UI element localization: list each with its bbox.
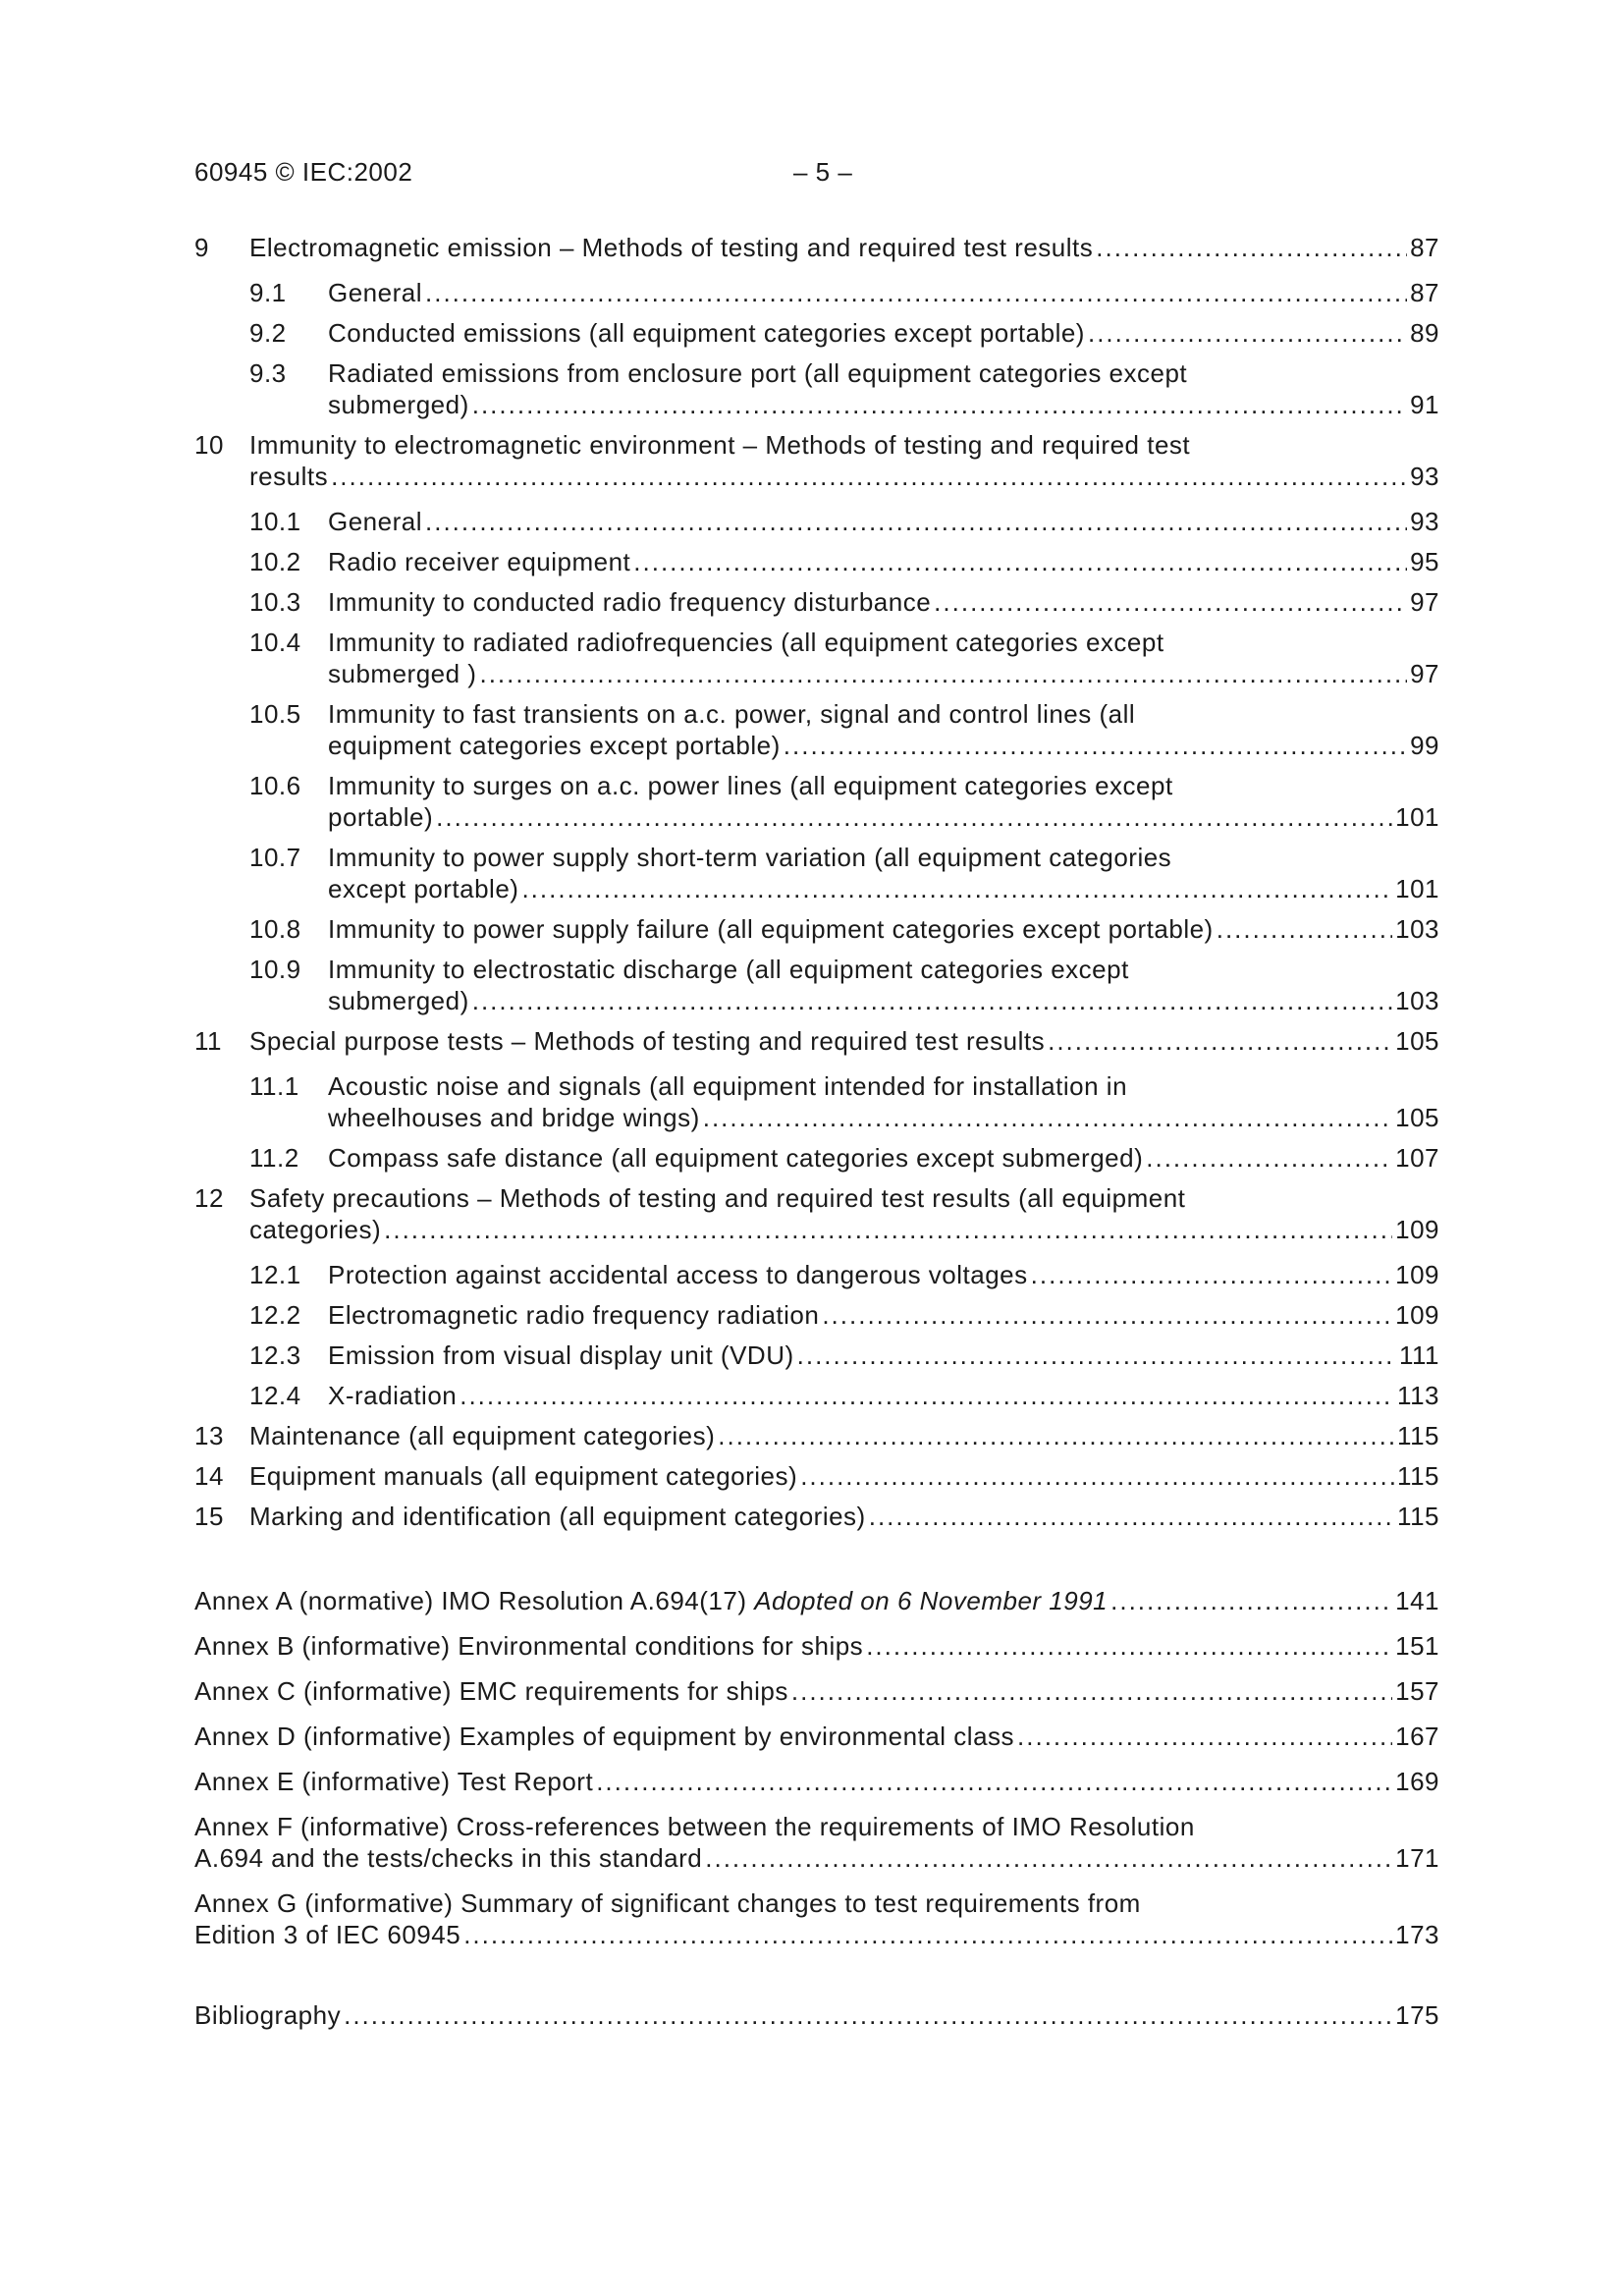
dot-leader <box>633 546 1407 577</box>
entry-title <box>194 1025 1439 1057</box>
dot-leader <box>705 1842 1392 1874</box>
title-line: Immunity to electromagnetic environment – Methods of testing and required test <box>249 430 1191 460</box>
entry-title <box>194 586 1439 618</box>
toc-entry[interactable] <box>194 586 1439 618</box>
page-ref: 167 <box>1395 1722 1439 1751</box>
section-number: 10.1 <box>249 507 301 536</box>
title-last-line <box>249 1214 1439 1245</box>
title-line: Immunity to electrostatic discharge (all equipment categories except <box>328 955 1129 984</box>
toc-entry[interactable] <box>194 698 1439 761</box>
title-text <box>328 277 422 308</box>
title-text-part: wheelhouses and bridge wings) <box>328 1103 700 1132</box>
title-text <box>328 658 476 689</box>
toc-entry[interactable] <box>194 317 1439 349</box>
annex-entry[interactable] <box>194 1585 1439 1616</box>
annex-entry[interactable] <box>194 1721 1439 1752</box>
title-text-part: Annex E (informative) Test Report <box>194 1767 594 1796</box>
title-text <box>194 1766 593 1797</box>
title-text <box>328 317 1085 349</box>
entry-title <box>194 1182 1439 1245</box>
dot-leader <box>463 1919 1392 1950</box>
title-last-line <box>249 1460 1439 1492</box>
toc-entry[interactable] <box>194 1025 1439 1057</box>
title-last-line <box>328 1142 1439 1174</box>
annex-entry[interactable] <box>194 1630 1439 1662</box>
toc-entry[interactable] <box>194 1501 1439 1532</box>
section-number: 11.1 <box>249 1071 299 1101</box>
section-number: 10.8 <box>249 914 301 944</box>
section-number: 12.2 <box>249 1300 301 1330</box>
bibliography-entry[interactable] <box>194 1999 1439 2031</box>
page-ref: 97 <box>1410 659 1439 688</box>
title-text-part: portable) <box>328 802 434 832</box>
page-ref: 169 <box>1395 1767 1439 1796</box>
section-number: 15 <box>194 1502 224 1531</box>
section-number: 11 <box>194 1026 222 1056</box>
title-text-part: Conducted emissions (all equipment categories except portable) <box>328 318 1085 348</box>
title-last-line <box>328 586 1439 618</box>
title-text-part: Edition 3 of IEC 60945 <box>194 1920 461 1949</box>
section-number: 12 <box>194 1183 224 1213</box>
dot-leader <box>1146 1142 1392 1174</box>
page-ref: 171 <box>1395 1843 1439 1873</box>
entry-title <box>194 770 1439 833</box>
page-ref: 173 <box>1395 1920 1439 1949</box>
page-number: – 5 – <box>793 157 853 187</box>
title-text <box>194 1675 788 1707</box>
toc-entry[interactable] <box>194 506 1439 537</box>
title-text <box>194 1630 863 1662</box>
section-number: 12.3 <box>249 1340 301 1370</box>
dot-leader <box>866 1630 1392 1662</box>
title-text <box>328 913 1214 945</box>
title-last-line <box>328 277 1439 308</box>
section-number: 9 <box>194 233 209 262</box>
title-text-part: General <box>328 278 422 307</box>
page-ref: 157 <box>1395 1676 1439 1706</box>
dot-leader <box>1217 913 1392 945</box>
section-number: 14 <box>194 1461 224 1491</box>
entry-title <box>194 1142 1439 1174</box>
dot-leader <box>784 730 1407 761</box>
title-text-part: Electromagnetic emission – Methods of testing and required test results <box>249 233 1094 262</box>
title-text <box>194 1999 341 2031</box>
title-last-line <box>249 232 1439 263</box>
dot-leader <box>425 506 1407 537</box>
dot-leader <box>344 1999 1392 2031</box>
title-last-line <box>328 546 1439 577</box>
dot-leader <box>479 658 1407 689</box>
page-ref: 101 <box>1395 802 1439 832</box>
dot-leader <box>797 1339 1396 1371</box>
page-ref: 89 <box>1410 318 1439 348</box>
dot-leader <box>1088 317 1407 349</box>
annex-entry[interactable] <box>194 1766 1439 1797</box>
title-line: Safety precautions – Methods of testing and required test results (all equipment <box>249 1183 1186 1213</box>
dot-leader <box>331 461 1407 492</box>
title-text <box>328 1299 819 1331</box>
title-last-line <box>194 1842 1439 1874</box>
dot-leader <box>718 1420 1394 1451</box>
annex-entry[interactable] <box>194 1887 1439 1950</box>
title-text-part: results <box>249 462 329 491</box>
dot-leader <box>1017 1721 1392 1752</box>
toc-entry[interactable] <box>194 277 1439 308</box>
entry-title <box>194 913 1439 945</box>
section-number: 13 <box>194 1421 224 1450</box>
page-ref: 87 <box>1410 233 1439 262</box>
title-last-line <box>194 1766 1439 1797</box>
title-text-part: except portable) <box>328 874 519 903</box>
section-number: 10 <box>194 430 224 460</box>
entry-title <box>194 1299 1439 1331</box>
toc-entry[interactable] <box>194 1460 1439 1492</box>
title-last-line <box>328 873 1439 904</box>
page-ref: 103 <box>1395 986 1439 1015</box>
toc-entry[interactable] <box>194 1420 1439 1451</box>
page-header <box>194 157 1439 192</box>
title-last-line <box>328 506 1439 537</box>
toc-entry[interactable] <box>194 842 1439 904</box>
title-text <box>249 1501 866 1532</box>
dot-leader <box>425 277 1407 308</box>
page-ref: 93 <box>1410 507 1439 536</box>
title-last-line <box>328 985 1439 1016</box>
title-text-part: Immunity to power supply failure (all equipment categories except portable) <box>328 914 1214 944</box>
toc-entry[interactable] <box>194 954 1439 1016</box>
entry-title <box>194 277 1439 308</box>
page-ref: 87 <box>1410 278 1439 307</box>
page-ref: 97 <box>1410 587 1439 617</box>
title-text-part: Annex D (informative) Examples of equipment by environmental class <box>194 1722 1015 1751</box>
title-line: Radiated emissions from enclosure port (all equipment categories except <box>328 358 1188 388</box>
title-text <box>328 985 469 1016</box>
title-text-part: Annex B (informative) Environmental conditions for ships <box>194 1631 864 1661</box>
page-ref: 91 <box>1410 390 1439 419</box>
dot-leader <box>822 1299 1392 1331</box>
dot-leader <box>869 1501 1394 1532</box>
title-text-part: Special purpose tests – Methods of testing and required test results <box>249 1026 1046 1056</box>
dot-leader <box>800 1460 1394 1492</box>
title-line: Annex G (informative) Summary of significant changes to test requirements from <box>194 1888 1141 1918</box>
section-number: 10.9 <box>249 955 301 984</box>
section-number: 11.2 <box>249 1143 299 1173</box>
title-text-part: Radio receiver equipment <box>328 547 631 576</box>
title-line: Immunity to power supply short-term variation (all equipment categories <box>328 843 1172 872</box>
toc-entry[interactable] <box>194 1259 1439 1290</box>
toc-entry[interactable] <box>194 429 1439 492</box>
dot-leader <box>521 873 1392 904</box>
title-text <box>328 1380 457 1411</box>
title-text <box>194 1842 702 1874</box>
title-last-line <box>194 1919 1439 1950</box>
page-ref: 101 <box>1395 874 1439 903</box>
title-last-line <box>328 1339 1439 1371</box>
title-text-part: Maintenance (all equipment categories) <box>249 1421 716 1450</box>
title-line: Immunity to fast transients on a.c. power, signal and control lines (all <box>328 699 1136 729</box>
entry-title <box>194 1999 1439 2031</box>
entry-title <box>194 1259 1439 1290</box>
title-text <box>249 1460 797 1492</box>
entry-title <box>194 1070 1439 1133</box>
title-text <box>328 506 422 537</box>
title-text-part: submerged ) <box>328 659 477 688</box>
page-ref: 115 <box>1397 1502 1439 1531</box>
entry-title <box>194 842 1439 904</box>
page-ref: 109 <box>1395 1260 1439 1289</box>
entry-title <box>194 429 1439 492</box>
page-ref: 151 <box>1395 1631 1439 1661</box>
toc-entry[interactable] <box>194 1380 1439 1411</box>
title-last-line <box>194 1999 1439 2031</box>
title-text <box>194 1585 1108 1616</box>
dot-leader <box>1031 1259 1392 1290</box>
page-ref: 141 <box>1395 1586 1439 1615</box>
dot-leader <box>384 1214 1392 1245</box>
title-text <box>249 1214 381 1245</box>
page-ref: 113 <box>1397 1381 1439 1410</box>
document-id: 60945 © IEC:2002 <box>194 157 413 187</box>
entry-title <box>194 1460 1439 1492</box>
title-text-part: Emission from visual display unit (VDU) <box>328 1340 794 1370</box>
title-line: Immunity to surges on a.c. power lines (all equipment categories except <box>328 771 1173 800</box>
title-last-line <box>328 317 1439 349</box>
page-ref: 93 <box>1410 462 1439 491</box>
title-last-line <box>194 1675 1439 1707</box>
title-text-part: A.694 and the tests/checks in this standard <box>194 1843 703 1873</box>
title-last-line <box>328 658 1439 689</box>
title-last-line <box>194 1721 1439 1752</box>
entry-title <box>194 1887 1439 1950</box>
title-last-line <box>328 801 1439 833</box>
entry-title <box>194 1420 1439 1451</box>
title-text-part: Annex C (informative) EMC requirements for ships <box>194 1676 788 1706</box>
entry-title <box>194 1585 1439 1616</box>
annex-list <box>194 1585 1439 1950</box>
section-number: 10.5 <box>249 699 301 729</box>
page-ref: 105 <box>1395 1026 1439 1056</box>
title-text <box>328 586 931 618</box>
title-italic-part: Adopted on 6 November 1991 <box>754 1586 1109 1615</box>
title-last-line <box>328 389 1439 420</box>
title-text-part: submerged) <box>328 986 469 1015</box>
dot-leader <box>791 1675 1392 1707</box>
toc-entry[interactable] <box>194 232 1439 263</box>
title-text-part: Compass safe distance (all equipment categories except submerged) <box>328 1143 1144 1173</box>
entry-title <box>194 954 1439 1016</box>
title-text-part: Bibliography <box>194 2000 342 2030</box>
toc-entry[interactable] <box>194 770 1439 833</box>
dot-leader <box>1096 232 1407 263</box>
toc-entry[interactable] <box>194 1070 1439 1133</box>
entry-title <box>194 1339 1439 1371</box>
title-last-line <box>194 1585 1439 1616</box>
entry-title <box>194 317 1439 349</box>
toc-entry[interactable] <box>194 1142 1439 1174</box>
title-last-line <box>249 1501 1439 1532</box>
annex-entry[interactable] <box>194 1811 1439 1874</box>
title-last-line <box>328 1380 1439 1411</box>
page-ref: 109 <box>1395 1215 1439 1244</box>
dot-leader <box>472 985 1392 1016</box>
entry-title <box>194 1380 1439 1411</box>
page-ref: 109 <box>1395 1300 1439 1330</box>
page-ref: 105 <box>1395 1103 1439 1132</box>
title-last-line <box>249 1420 1439 1451</box>
title-text <box>328 801 433 833</box>
title-last-line <box>194 1630 1439 1662</box>
annex-entry[interactable] <box>194 1675 1439 1707</box>
title-text-part: categories) <box>249 1215 382 1244</box>
toc-entry[interactable] <box>194 1182 1439 1245</box>
dot-leader <box>1110 1585 1392 1616</box>
section-number: 9.2 <box>249 318 287 348</box>
page-ref: 99 <box>1410 731 1439 760</box>
title-last-line <box>328 1102 1439 1133</box>
entry-title <box>194 1811 1439 1874</box>
entry-title <box>194 698 1439 761</box>
title-text-part: General <box>328 507 422 536</box>
bibliography-entry-block <box>194 1999 1439 2031</box>
title-line: Acoustic noise and signals (all equipment intended for installation in <box>328 1071 1128 1101</box>
table-of-contents <box>194 232 1439 1532</box>
page-ref: 115 <box>1397 1421 1439 1450</box>
title-text-part: Equipment manuals (all equipment categories) <box>249 1461 798 1491</box>
title-text <box>194 1919 460 1950</box>
title-text <box>249 1025 1045 1057</box>
page-ref: 103 <box>1395 914 1439 944</box>
title-last-line <box>328 730 1439 761</box>
dot-leader <box>436 801 1392 833</box>
page-ref: 115 <box>1397 1461 1439 1491</box>
section-number: 9.3 <box>249 358 287 388</box>
entry-title <box>194 627 1439 689</box>
entry-title <box>194 1630 1439 1662</box>
entry-title <box>194 506 1439 537</box>
title-last-line <box>249 1025 1439 1057</box>
title-text <box>328 873 518 904</box>
entry-title <box>194 1501 1439 1532</box>
page-ref: 175 <box>1395 2000 1439 2030</box>
section-number: 9.1 <box>249 278 287 307</box>
title-text <box>328 389 469 420</box>
title-text <box>328 1339 794 1371</box>
title-text <box>328 1259 1028 1290</box>
toc-entry[interactable] <box>194 627 1439 689</box>
section-number: 10.3 <box>249 587 301 617</box>
section-number: 12.4 <box>249 1381 301 1410</box>
toc-entry[interactable] <box>194 357 1439 420</box>
title-line: Immunity to radiated radiofrequencies (all equipment categories except <box>328 628 1164 657</box>
section-number: 10.2 <box>249 547 301 576</box>
section-number: 10.6 <box>249 771 301 800</box>
toc-entry[interactable] <box>194 546 1439 577</box>
entry-title <box>194 1766 1439 1797</box>
title-text-part: Marking and identification (all equipment categories) <box>249 1502 866 1531</box>
title-text-part: equipment categories except portable) <box>328 731 781 760</box>
title-line: Annex F (informative) Cross-references between the requirements of IMO Resolution <box>194 1812 1195 1841</box>
page-ref: 111 <box>1398 1340 1439 1370</box>
title-last-line <box>328 913 1439 945</box>
toc-entry[interactable] <box>194 1299 1439 1331</box>
dot-leader <box>934 586 1407 618</box>
toc-entry[interactable] <box>194 1339 1439 1371</box>
entry-title <box>194 357 1439 420</box>
title-text-part: Immunity to conducted radio frequency disturbance <box>328 587 932 617</box>
title-text <box>328 1142 1143 1174</box>
title-text-part: Electromagnetic radio frequency radiation <box>328 1300 820 1330</box>
title-text <box>249 1420 715 1451</box>
title-text-part: Protection against accidental access to dangerous voltages <box>328 1260 1028 1289</box>
title-text <box>249 461 328 492</box>
page-ref: 107 <box>1395 1143 1439 1173</box>
entry-title <box>194 1721 1439 1752</box>
section-number: 12.1 <box>249 1260 301 1289</box>
entry-title <box>194 1675 1439 1707</box>
title-text <box>328 546 630 577</box>
toc-entry[interactable] <box>194 913 1439 945</box>
entry-title <box>194 546 1439 577</box>
dot-leader <box>1048 1025 1392 1057</box>
title-text-part: Annex A (normative) IMO Resolution A.694(17) <box>194 1586 755 1615</box>
title-text-part: submerged) <box>328 390 469 419</box>
section-number: 10.7 <box>249 843 301 872</box>
title-last-line <box>328 1299 1439 1331</box>
title-text-part: X-radiation <box>328 1381 458 1410</box>
title-text <box>194 1721 1014 1752</box>
title-last-line <box>328 1259 1439 1290</box>
dot-leader <box>596 1766 1392 1797</box>
title-last-line <box>249 461 1439 492</box>
title-text <box>328 730 781 761</box>
dot-leader <box>703 1102 1392 1133</box>
section-number: 10.4 <box>249 628 301 657</box>
dot-leader <box>472 389 1407 420</box>
entry-title <box>194 232 1439 263</box>
title-text <box>249 232 1093 263</box>
dot-leader <box>460 1380 1394 1411</box>
title-text <box>328 1102 700 1133</box>
page-ref: 95 <box>1410 547 1439 576</box>
